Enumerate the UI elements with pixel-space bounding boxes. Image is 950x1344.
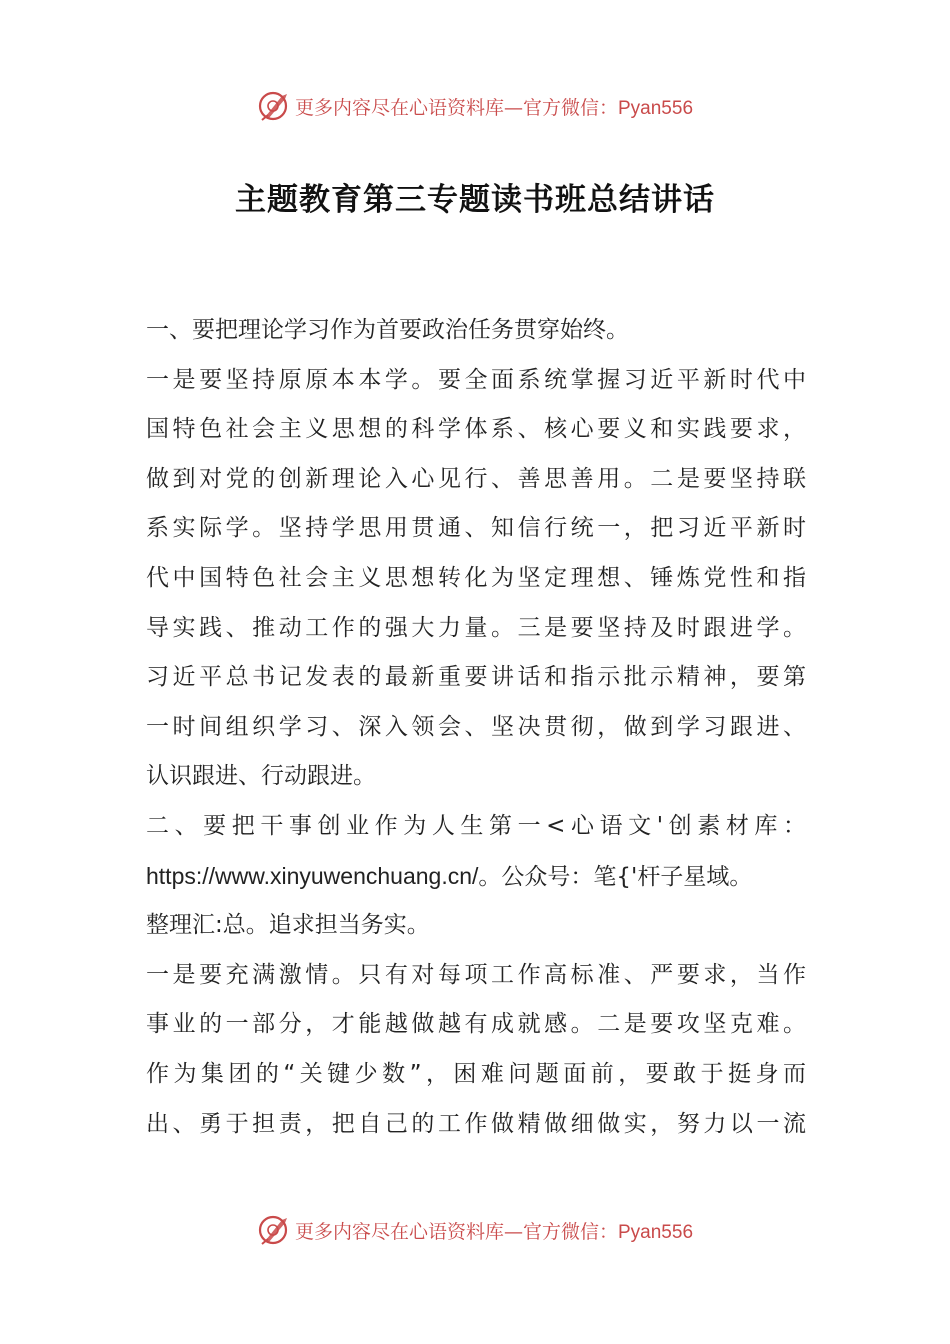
url-line	[146, 852, 806, 902]
paragraph-line: 一是要充满激情。只有对每项工作高标准、严要求，当作	[146, 961, 806, 988]
url-line-rest: 。公众号：笔{'杆子星域。	[478, 863, 753, 890]
paragraph-line: 出、勇于担责，把自己的工作做精做细做实，努力以一流	[146, 1110, 806, 1137]
wechat-id: Pyan556	[618, 1221, 694, 1243]
paragraph-line: 整理汇:总。追求担当务实。	[146, 912, 430, 939]
paragraph-line: 习近平总书记发表的最新重要讲话和指示批示精神，要第	[146, 664, 806, 691]
pen-logo-icon	[257, 88, 293, 124]
pen-logo-icon	[257, 1212, 293, 1248]
paragraph-line: 一时间组织学习、深入领会、坚决贯彻，做到学习跟进、	[146, 713, 806, 740]
paragraph-line: 认识跟进、行动跟进。	[146, 763, 376, 790]
wechat-id: Pyan556	[618, 97, 694, 119]
paragraph-line: 一是要坚持原原本本学。要全面系统掌握习近平新时代中	[146, 366, 806, 393]
paragraph-line: 做到对党的创新理论入心见行、善思善用。二是要坚持联	[146, 465, 806, 492]
banner-text: 更多内容尽在心语资料库—官方微信：Pyan556	[294, 96, 694, 119]
banner-text: 更多内容尽在心语资料库—官方微信：Pyan556	[294, 1220, 694, 1243]
paragraph-line: 国特色社会主义思想的科学体系、核心要义和实践要求，	[146, 416, 806, 443]
paragraph-line: 导实践、推动工作的强大力量。三是要坚持及时跟进学。	[146, 614, 806, 641]
paragraph-line: 系实际学。坚持学思用贯通、知信行统一，把习近平新时	[146, 515, 806, 542]
paragraph-line: 代中国特色社会主义思想转化为坚定理想、锤炼党性和指	[146, 564, 806, 591]
header-banner	[0, 84, 950, 128]
website-link[interactable]: https://www.xinyuwenchuang.cn/	[146, 862, 479, 889]
paragraph-line: 事业的一部分，才能越做越有成就感。二是要攻坚克难。	[146, 1011, 806, 1038]
paragraph-line: 作为集团的“关键少数”，困难问题面前，要敢于挺身而	[146, 1060, 806, 1087]
section-heading: 一、要把理论学习作为首要政治任务贯穿始终。	[146, 317, 629, 343]
page-title: 主题教育第三专题读书班总结讲话	[235, 182, 715, 218]
footer-banner	[0, 1208, 950, 1252]
section-heading: 二、要把干事创业作为人生第一<心语文'创素材库：	[146, 812, 806, 839]
document-body	[146, 306, 806, 1149]
